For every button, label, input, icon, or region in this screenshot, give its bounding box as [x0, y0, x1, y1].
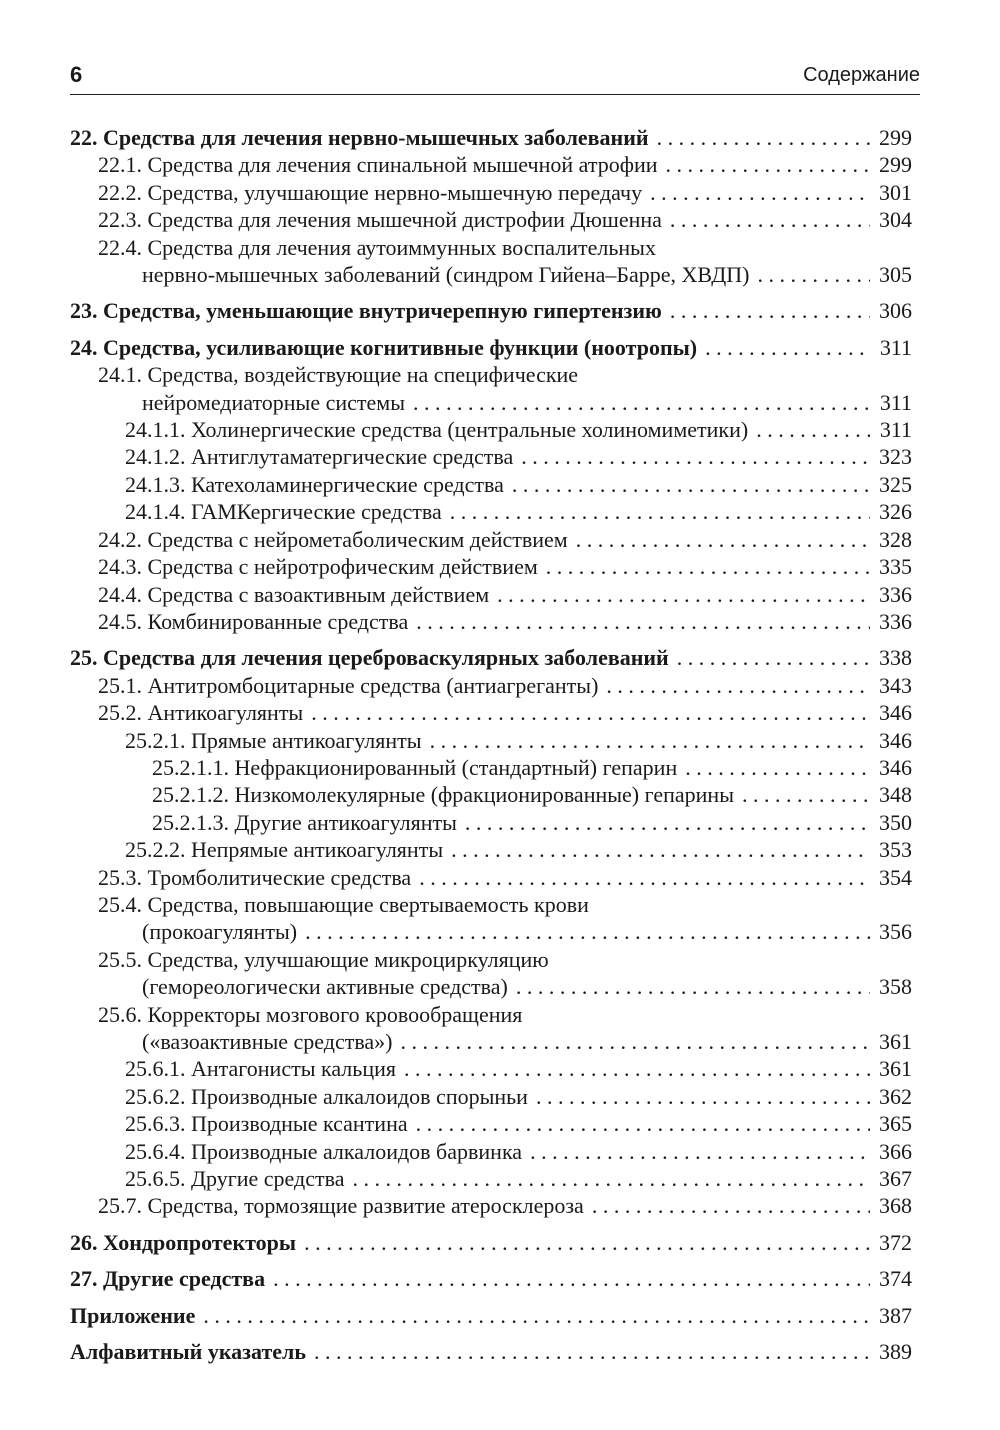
dot-leader [497, 581, 870, 608]
toc-entry-title: ГАМКергические средства [191, 499, 442, 525]
toc-entry-title: Нефракционированный (стандартный) гепарин [234, 754, 678, 780]
toc-entry-text [125, 727, 422, 754]
toc-entry-continuation[interactable] [70, 1028, 912, 1055]
dot-leader [677, 644, 870, 671]
toc-page-number: 361 [879, 1029, 912, 1054]
toc-entry-text [125, 1055, 396, 1082]
toc-entry[interactable] [70, 471, 912, 498]
dot-leader [576, 526, 870, 553]
toc-entry-continuation[interactable] [70, 389, 912, 416]
toc-entry-title: Холинергические средства (центральные холиномиметики) [191, 417, 749, 443]
toc-entry-title: Средства, улучшающие нервно-мышечную передачу [147, 179, 643, 205]
toc-entry[interactable] [70, 1055, 912, 1082]
dot-leader [305, 918, 870, 945]
toc-entry[interactable] [70, 1001, 912, 1028]
toc-entry-text [98, 526, 568, 553]
toc-page-number: 299 [879, 152, 912, 178]
dot-leader [666, 151, 870, 178]
toc-entry[interactable] [70, 836, 912, 863]
toc-entry-title: Тромболитические средства [147, 864, 412, 890]
toc-entry-number: 22.4. [98, 234, 142, 260]
toc-entry-text [98, 206, 662, 233]
toc-entry-number: 25.6.5. [125, 1166, 186, 1192]
toc-entry-number: 25. [70, 645, 98, 671]
dot-leader [304, 1229, 870, 1256]
toc-page-number: 356 [879, 919, 912, 945]
dot-leader [546, 553, 870, 580]
toc-page-number: 305 [879, 262, 912, 288]
toc-entry-title: Средства с нейрометаболическим действием [147, 526, 568, 552]
toc-entry[interactable] [70, 864, 912, 891]
toc-entry-title: Прямые антикоагулянты [191, 727, 422, 753]
dot-leader [536, 1083, 870, 1110]
dot-leader [530, 1138, 870, 1165]
dot-leader [352, 1165, 870, 1192]
toc-entry[interactable] [70, 361, 912, 388]
toc-page-number: 299 [879, 125, 912, 150]
dot-leader [416, 608, 870, 635]
toc-entry[interactable] [70, 526, 912, 553]
dot-leader [650, 179, 870, 206]
toc-page-number: 346 [879, 754, 912, 780]
toc-entry-title-cont: нейромедиаторные системы [142, 389, 405, 415]
toc-entry-text [98, 1192, 584, 1219]
toc-entry-title: Антитромбоцитарные средства (антиагреганты) [147, 672, 599, 698]
toc-entry-text [70, 1338, 306, 1365]
toc-entry[interactable] [70, 1338, 912, 1365]
dot-leader [592, 1192, 870, 1219]
toc-entry[interactable] [70, 1192, 912, 1219]
dot-leader [756, 416, 870, 443]
toc-entry-title: Катехоламинергические средства [191, 471, 504, 497]
toc-entry-text [70, 124, 649, 151]
dot-leader [516, 973, 870, 1000]
toc-entry-number: 25.2.1. [125, 727, 186, 753]
toc-entry-title: Средства, повышающие свертываемость крови [147, 891, 589, 917]
toc-entry-text [98, 864, 411, 891]
toc-entry-title: Другие средства [191, 1166, 345, 1192]
toc-entry[interactable] [70, 1110, 912, 1137]
dot-leader [465, 809, 870, 836]
toc-entry[interactable] [70, 727, 912, 754]
toc-entry[interactable] [70, 1138, 912, 1165]
dot-leader [757, 261, 870, 288]
toc-entry[interactable] [70, 644, 912, 671]
toc-entry-number: 22.1. [98, 152, 142, 178]
toc-entry-number: 25.6.1. [125, 1056, 186, 1082]
toc-entry-text [152, 754, 677, 781]
running-title: Содержание [803, 64, 920, 86]
toc-entry-title: Средства для лечения цереброваскулярных заболеваний [103, 645, 669, 671]
toc-entry-number: 24. [70, 334, 98, 360]
toc-entry-text [70, 1302, 195, 1329]
dot-leader [273, 1265, 870, 1292]
page-number: 6 [70, 62, 83, 87]
toc-page-number: 325 [879, 471, 912, 497]
toc-entry-title-cont: («вазоактивные средства») [142, 1029, 393, 1054]
toc-entry-title: Антикоагулянты [147, 700, 304, 726]
dot-leader [450, 498, 870, 525]
toc-entry-text [125, 1165, 344, 1192]
toc-entry-number: 25.4. [98, 891, 142, 917]
toc-page-number: 336 [879, 581, 912, 607]
toc-page-number: 361 [879, 1056, 912, 1082]
toc-entry-number: 25.1. [98, 672, 142, 698]
toc-entry-text [125, 498, 442, 525]
toc-entry-number: 25.2. [98, 700, 142, 726]
toc-page-number: 353 [879, 837, 912, 863]
dot-leader [606, 672, 870, 699]
toc-page-number: 368 [879, 1193, 912, 1219]
toc-entry-text [98, 234, 656, 261]
dot-leader [685, 754, 870, 781]
toc-entry-title: Средства, усиливающие когнитивные функции (ноотропы) [103, 334, 698, 360]
toc-entry[interactable] [70, 234, 912, 261]
dot-leader [404, 1055, 870, 1082]
page-header [70, 60, 920, 95]
toc-entry-number: 25.2.2. [125, 837, 186, 863]
toc-entry-number: 22.2. [98, 179, 142, 205]
toc-entry-number: 24.1.2. [125, 444, 186, 470]
toc-page-number: 304 [879, 207, 912, 233]
toc-page-number: 311 [879, 389, 912, 415]
toc-entry-number: 25.2.1.3. [152, 809, 229, 835]
toc-page-number: 350 [879, 809, 912, 835]
toc-entry-number: 25.5. [98, 946, 142, 972]
toc-entry-title: Алфавитный указатель [70, 1339, 307, 1365]
toc-entry-title: Средства для лечения мышечной дистрофии Дюшенна [147, 207, 662, 233]
toc-entry-text [152, 781, 734, 808]
toc-entry[interactable] [70, 781, 912, 808]
toc-entry[interactable] [70, 179, 912, 206]
toc-page-number: 348 [879, 782, 912, 808]
toc-page-number: 301 [879, 179, 912, 205]
toc-entry-title: Производные ксантина [191, 1111, 408, 1137]
dot-leader [401, 1028, 870, 1055]
toc-entry-text [125, 471, 504, 498]
dot-leader [670, 297, 870, 324]
toc-entry-continuation[interactable] [70, 973, 912, 1000]
toc-entry-number: 25.2.1.1. [152, 754, 229, 780]
toc-entry-text [98, 672, 598, 699]
toc-entry-number: 24.1. [98, 362, 142, 388]
toc-entry[interactable] [70, 151, 912, 178]
toc-entry-title: Низкомолекулярные (фракционированные) гепарины [234, 782, 734, 808]
toc-page-number: 326 [879, 499, 912, 525]
toc-entry[interactable] [70, 891, 912, 918]
toc-entry-number: 23. [70, 298, 98, 324]
toc-page-number: 323 [879, 444, 912, 470]
toc-entry-title: Производные алкалоидов спорыньи [191, 1083, 528, 1109]
toc-entry-title: Средства, воздействующие на специфические [147, 362, 579, 388]
toc-entry-text [125, 443, 513, 470]
toc-entry-text [98, 151, 658, 178]
toc-entry-number: 24.1.4. [125, 499, 186, 525]
dot-leader [521, 443, 870, 470]
toc-entry-title: Средства, улучшающие микроциркуляцию [147, 946, 549, 972]
toc-page-number: 362 [879, 1083, 912, 1109]
toc-entry-text [70, 297, 662, 324]
toc-entry[interactable] [70, 1265, 912, 1292]
toc-entry-title: Антиглутаматергические средства [191, 444, 514, 470]
dot-leader [416, 1110, 870, 1137]
toc-entry-number: 26. [70, 1229, 98, 1255]
toc-entry-continuation[interactable] [70, 918, 912, 945]
toc-entry[interactable] [70, 443, 912, 470]
dot-leader [413, 389, 870, 416]
toc-entry-text [152, 809, 457, 836]
toc-entry-text [70, 644, 669, 671]
toc-entry-text [98, 361, 578, 388]
toc-entry-text [98, 699, 303, 726]
dot-leader [670, 206, 870, 233]
toc-entry-number: 25.2.1.2. [152, 782, 229, 808]
toc-entry-number: 25.6.3. [125, 1111, 186, 1137]
dot-leader [451, 836, 870, 863]
toc-entry[interactable] [70, 581, 912, 608]
toc-entry-title: Комбинированные средства [147, 608, 409, 634]
toc-entry[interactable] [70, 553, 912, 580]
toc-entry-number: 24.1.3. [125, 471, 186, 497]
toc-entry-title: Средства для лечения спинальной мышечной атрофии [147, 152, 658, 178]
toc-entry[interactable] [70, 416, 912, 443]
toc-entry-text [98, 891, 589, 918]
toc-entry-text [125, 416, 748, 443]
toc-entry[interactable] [70, 1083, 912, 1110]
toc-entry-title-cont: (гемореологически активные средства) [142, 974, 508, 1000]
toc-entry-number: 24.3. [98, 554, 142, 580]
toc-entry-text [98, 581, 489, 608]
toc-entry-number: 25.6.4. [125, 1138, 186, 1164]
toc-page-number: 306 [879, 298, 912, 324]
toc-entry-text [98, 946, 549, 973]
toc-entry-title: Средства с нейротрофическим действием [147, 554, 538, 580]
toc-entry[interactable] [70, 1165, 912, 1192]
dot-leader [311, 699, 870, 726]
toc-entry-title: Средства для лечения аутоиммунных воспалительных [147, 234, 656, 260]
toc-page-number: 358 [879, 974, 912, 1000]
toc-entry-title: Корректоры мозгового кровообращения [147, 1001, 523, 1027]
toc-page-number: 311 [879, 334, 912, 360]
toc-entry-title: Другие антикоагулянты [234, 809, 457, 835]
toc-entry-text [125, 1110, 408, 1137]
dot-leader [657, 124, 870, 151]
dot-leader [419, 864, 870, 891]
toc-entry-text [98, 1001, 522, 1028]
toc-entry[interactable] [70, 297, 912, 324]
toc-page-number: 367 [879, 1166, 912, 1192]
toc-entry-title: Непрямые антикоагулянты [191, 837, 444, 863]
toc-entry[interactable] [70, 946, 912, 973]
table-of-contents [70, 124, 912, 1365]
toc-entry-number: 24.4. [98, 581, 142, 607]
dot-leader [512, 471, 870, 498]
toc-entry-text [98, 553, 538, 580]
toc-entry-number: 25.3. [98, 864, 142, 890]
toc-entry-text [125, 1083, 528, 1110]
toc-page-number: 346 [879, 727, 912, 753]
toc-entry-number: 25.6.2. [125, 1083, 186, 1109]
toc-entry-title: Средства, уменьшающие внутричерепную гипертензию [103, 298, 662, 324]
toc-entry-title: Антагонисты кальция [191, 1056, 396, 1082]
toc-page-number: 335 [879, 554, 912, 580]
toc-page-number: 387 [879, 1302, 912, 1328]
toc-entry[interactable] [70, 1302, 912, 1329]
toc-entry-number: 22.3. [98, 207, 142, 233]
toc-entry[interactable] [70, 699, 912, 726]
toc-entry[interactable] [70, 498, 912, 525]
toc-entry-title-cont: (прокоагулянты) [142, 919, 298, 945]
dot-leader [203, 1302, 870, 1329]
toc-entry-number: 25.7. [98, 1193, 142, 1219]
toc-page-number: 328 [879, 526, 912, 552]
toc-page-number: 343 [879, 672, 912, 698]
toc-page-number: 336 [879, 608, 912, 634]
toc-entry-number: 24.1.1. [125, 417, 186, 443]
toc-entry-title: Средства для лечения нервно-мышечных заболеваний [103, 125, 649, 150]
toc-entry[interactable] [70, 754, 912, 781]
toc-entry-text [70, 334, 697, 361]
toc-entry-text [125, 1138, 522, 1165]
toc-entry-continuation[interactable] [70, 261, 912, 288]
dot-leader [430, 727, 870, 754]
toc-entry-text [70, 1265, 265, 1292]
toc-entry[interactable] [70, 672, 912, 699]
toc-entry[interactable] [70, 206, 912, 233]
toc-entry[interactable] [70, 608, 912, 635]
toc-entry-number: 27. [70, 1266, 98, 1292]
toc-entry-title: Средства, тормозящие развитие атеросклероза [147, 1193, 584, 1219]
toc-entry-title: Производные алкалоидов барвинка [191, 1138, 523, 1164]
dot-leader [742, 781, 870, 808]
toc-entry-number: 24.2. [98, 526, 142, 552]
toc-page-number: 366 [879, 1138, 912, 1164]
dot-leader [705, 334, 870, 361]
toc-entry-title: Хондропротекторы [103, 1229, 297, 1255]
toc-page-number: 311 [879, 417, 912, 443]
toc-page-number: 374 [879, 1266, 912, 1292]
toc-page-number: 372 [879, 1229, 912, 1255]
toc-entry[interactable] [70, 124, 912, 151]
dot-leader [314, 1338, 870, 1365]
toc-entry-number: 22. [70, 125, 98, 150]
toc-entry[interactable] [70, 334, 912, 361]
toc-entry-number: 25.6. [98, 1001, 142, 1027]
toc-entry[interactable] [70, 809, 912, 836]
toc-page-number: 338 [879, 645, 912, 671]
toc-entry-title: Другие средства [103, 1266, 266, 1292]
toc-entry-text [98, 179, 642, 206]
toc-entry-text [125, 836, 443, 863]
toc-entry-title: Средства с вазоактивным действием [147, 581, 490, 607]
toc-entry-title: Приложение [70, 1302, 196, 1328]
toc-page-number: 365 [879, 1111, 912, 1137]
toc-entry-text [70, 1229, 296, 1256]
toc-entry-number: 24.5. [98, 608, 142, 634]
toc-entry-title-cont: нервно-мышечных заболеваний (синдром Гийена–Барре, ХВДП) [142, 262, 750, 288]
toc-entry-text [98, 608, 408, 635]
toc-page-number: 346 [879, 700, 912, 726]
toc-page-number: 389 [879, 1339, 912, 1365]
toc-entry[interactable] [70, 1229, 912, 1256]
toc-page-number: 354 [879, 864, 912, 890]
